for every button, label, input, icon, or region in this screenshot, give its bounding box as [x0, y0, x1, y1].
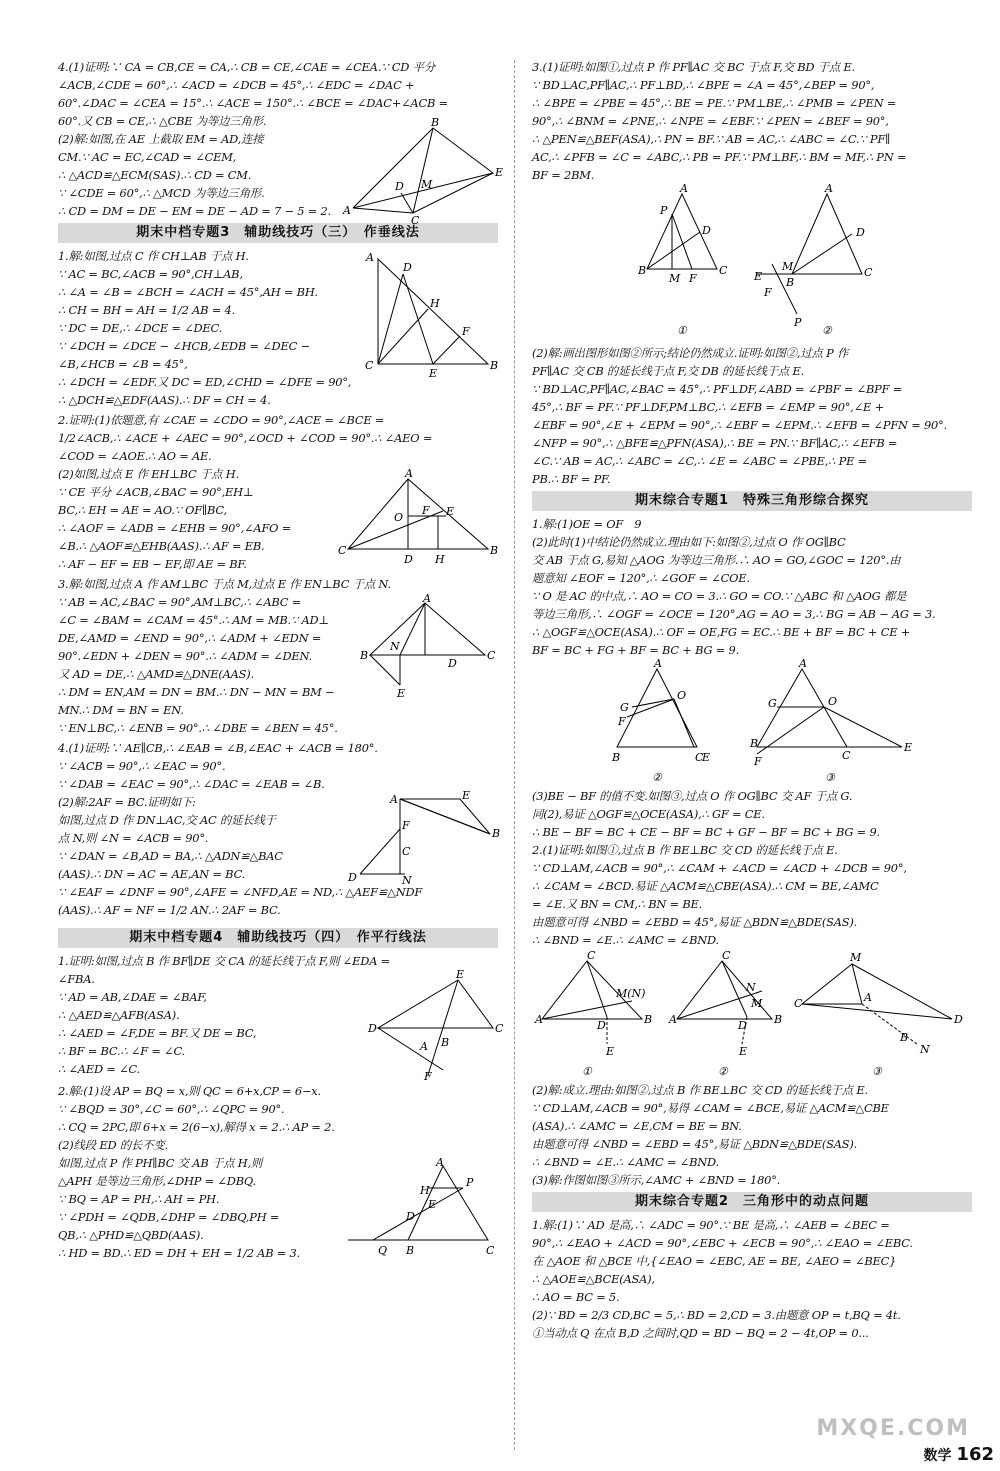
section-banner-3: 期末中档专题3 辅助线技巧（三） 作垂线法: [58, 223, 498, 243]
solution-d1: [532, 1216, 972, 1342]
text-line: ∵ ∠DCH = ∠DCE − ∠HCB,∠EDB = ∠DEC −: [58, 339, 310, 353]
svg-text:B: B: [638, 264, 647, 277]
svg-text:B: B: [441, 1036, 450, 1049]
text-line: ∵ ∠PDH = ∠QDB,∠DHP = ∠DBQ,PH =: [58, 1210, 280, 1224]
text-line: ∴ ∠DCH = ∠EDF.又 DC = ED,∠CHD = ∠DFE = 90°,: [58, 375, 352, 389]
svg-text:B: B: [750, 737, 759, 750]
svg-text:E: E: [754, 270, 763, 283]
svg-text:D: D: [404, 553, 413, 566]
svg-text:O: O: [394, 511, 404, 524]
svg-text:N: N: [746, 981, 756, 994]
svg-text:D: D: [368, 1022, 377, 1035]
page-footer: [924, 1444, 994, 1465]
svg-text:C: C: [487, 649, 496, 662]
solution-t2: [58, 1082, 498, 1272]
fig-label-c2-2: ②: [718, 1065, 728, 1078]
svg-text:E: E: [702, 751, 711, 764]
footer-subject: 数学: [923, 1448, 952, 1464]
text-line: 1/2∠ACB,∴ ∠ACE + ∠AEC = 90°,∠OCD + ∠COD = 90°.∴ ∠AEO =: [58, 431, 433, 445]
text-line: ∴ BE − BF = BC + CE − BF = BC + GF − BF = BC + BG = 9.: [532, 825, 880, 839]
svg-text:A: A: [390, 793, 398, 806]
svg-text:H: H: [435, 553, 445, 566]
svg-text:O: O: [677, 689, 687, 702]
text-line: CM.∵ AC = EC,∠CAD = ∠CEM,: [58, 150, 237, 164]
solution-c1b-text: [532, 787, 972, 841]
text-line: ∴ HD = BD.∴ ED = DH + EH = 1/2 AB = 3.: [58, 1246, 301, 1260]
svg-text:M: M: [751, 997, 763, 1010]
solution-r3-text: [532, 58, 972, 184]
svg-text:C: C: [486, 1244, 495, 1257]
fig-label-1: ①: [677, 324, 687, 337]
footer-page-number: 162: [956, 1444, 994, 1465]
svg-text:F: F: [764, 286, 772, 299]
text-line: ∴ ∠BND = ∠E.∴ ∠AMC = ∠BND.: [532, 1155, 719, 1169]
svg-text:B: B: [490, 544, 499, 557]
text-line: △APH 是等边三角形,∠DHP = ∠DBQ.: [58, 1174, 256, 1188]
text-line: (3)BE − BF 的值不变.如图③,过点 O 作 OG∥BC 交 AF 于点 G.: [532, 789, 853, 803]
svg-text:A: A: [436, 1156, 444, 1169]
figures-c2: [532, 949, 972, 1081]
solution-4: [58, 739, 501, 925]
solution-c1: [532, 515, 972, 659]
svg-text:Q: Q: [378, 1244, 388, 1257]
solution-c2-text: [532, 841, 972, 949]
text-line: ∠C.∵ AB = AC,∴ ∠ABC = ∠C,∴ ∠E = ∠ABC = ∠PBE,∴ PE =: [532, 454, 867, 468]
text-line: 又 AD = DE,∴ △AMD≌△DNE(AAS).: [58, 667, 254, 681]
svg-text:E: E: [904, 741, 913, 754]
svg-text:P: P: [794, 316, 802, 329]
text-line: ∴ AF − EF = EB − EF,即 AE = BF.: [58, 557, 247, 571]
text-line: ∴ △PEN≌△BEF(ASA),∴ PN = BF.∵ AB = AC,∴ ∠ABC = ∠C.∵ PF∥: [532, 132, 891, 146]
text-line: ∴ △DCH≌△EDF(AAS).∴ DF = CH = 4.: [58, 393, 271, 407]
svg-text:E: E: [429, 367, 438, 380]
text-line: (2)解:成立.理由:如图②,过点 B 作 BE⊥BC 交 CD 的延长线于点 E.: [532, 1083, 868, 1097]
solution-4-top: [58, 58, 504, 227]
text-line: BC,∴ EH = AE = AO.∵ OF∥BC,: [58, 503, 227, 517]
text-line: ∠B.∴ △AOF≌△EHB(AAS).∴ AF = EB.: [58, 539, 265, 553]
solution-c2b: [532, 1081, 972, 1189]
text-line: (2)解:如图,在 AE 上截取 EM = AD,连接: [58, 132, 264, 146]
svg-text:A: A: [669, 1013, 677, 1026]
svg-text:C: C: [842, 749, 851, 762]
svg-text:B: B: [786, 276, 795, 289]
svg-text:A: A: [864, 991, 872, 1004]
text-line: ∵ ∠ACB = 90°,∴ ∠EAC = 90°.: [58, 759, 226, 773]
section-banner-4: 期末中档专题4 辅助线技巧（四） 作平行线法: [58, 928, 498, 948]
svg-text:G: G: [768, 697, 777, 710]
text-line: ∴ △ACD≌△ECM(SAS).∴ CD = CM.: [58, 168, 252, 182]
text-line: ∴ CQ = 2PC,即 6+x = 2(6−x),解得 x = 2.∴ AP = 2.: [58, 1120, 335, 1134]
svg-text:B: B: [406, 1244, 415, 1257]
svg-text:C: C: [411, 214, 420, 227]
solution-3: [58, 575, 498, 739]
text-line: PB.∴ BF = PF.: [532, 472, 611, 486]
svg-text:E: E: [462, 789, 471, 802]
svg-text:E: E: [397, 687, 406, 700]
svg-text:F: F: [422, 504, 430, 517]
text-line: ∵ ∠CDE = 60°,∴ △MCD 为等边三角形.: [58, 186, 265, 200]
svg-text:C: C: [864, 266, 873, 279]
svg-text:C: C: [338, 544, 347, 557]
svg-text:C: C: [402, 845, 411, 858]
text-line: 2.证明:(1)依题意,有 ∠CAE = ∠CDO = 90°,∠ACE = ∠BCE =: [58, 413, 385, 427]
figures-c1: [532, 659, 972, 787]
text-line: 交 AB 于点 G,易知 △AOG 为等边三角形.∴ AO = GO,∠GOC = 120°.由: [532, 553, 901, 567]
text-line: ∠FBA.: [58, 972, 95, 986]
svg-text:C: C: [587, 949, 596, 962]
text-line: ∵ AB = AC,∠BAC = 90°,AM⊥BC,∴ ∠ABC =: [58, 595, 302, 609]
text-line: ∴ ∠BPE = ∠PBE = 45°,∴ BE = PE.∵ PM⊥BE,∴ ∠PMB = ∠PEN =: [532, 96, 897, 110]
text-line: BF = BC + FG + BF = BC + BG = 9.: [532, 643, 740, 657]
text-line: (2)线段 ED 的长不变.: [58, 1138, 168, 1152]
svg-text:F: F: [618, 715, 626, 728]
text-line: (AAS).∴ AF = NF = 1/2 AN.∴ 2AF = BC.: [58, 903, 281, 917]
text-line: 90°,∴ ∠EAO + ∠ACD = 90°,∠EBC + ∠ECB = 90°,∴ ∠EAO = ∠EBC.: [532, 1236, 913, 1250]
text-line: 点 N,则 ∠N = ∠ACB = 90°.: [58, 831, 209, 845]
svg-text:D: D: [403, 261, 412, 274]
svg-text:D: D: [702, 224, 711, 237]
svg-text:D: D: [597, 1019, 606, 1032]
watermark: MXQE.COM: [816, 1416, 970, 1441]
svg-text:N: N: [920, 1043, 930, 1056]
text-line: ∴ △AED≌△AFB(ASA).: [58, 1008, 180, 1022]
text-line: 由题意可得 ∠NBD = ∠EBD = 45°,易证 △BDN≌△BDE(SAS).: [532, 1137, 858, 1151]
svg-text:A: A: [799, 657, 807, 670]
svg-text:D: D: [856, 226, 865, 239]
text-line: ∵ BD⊥AC,PF∥AC,∴ PF⊥BD,∴ ∠BPE = ∠A = 45°,∠BEP = 90°,: [532, 78, 875, 92]
figure-triangle-abc-3: [360, 592, 496, 705]
text-line: 2.解:(1)设 AP = BQ = x,则 QC = 6+x,CP = 6−x.: [58, 1084, 321, 1098]
text-line: 等边三角形,∴ ∠OGF = ∠OCE = 120°,AG = AO = 3,∴ BG = AB − AG = 3.: [532, 607, 936, 621]
svg-text:F: F: [424, 1070, 432, 1083]
text-line: ∵ AC = BC,∠ACB = 90°,CH⊥AB,: [58, 267, 243, 281]
svg-text:M: M: [782, 260, 794, 273]
svg-text:F: F: [462, 325, 470, 338]
figures-r3: [532, 184, 972, 344]
text-line: 1.解:(1)∵ AD 是高,∴ ∠ADC = 90°.∵ BE 是高,∴ ∠AEB = ∠BEC =: [532, 1218, 890, 1232]
svg-text:E: E: [446, 505, 455, 518]
column-divider: [514, 60, 515, 1450]
text-line: ∵ AD = AB,∠DAE = ∠BAF,: [58, 990, 207, 1004]
figure-triangle-abc-2: [338, 469, 498, 569]
text-line: (2)如图,过点 E 作 EH⊥BC 于点 H.: [58, 467, 239, 481]
text-line: ∴ ∠AED = ∠C.: [58, 1062, 140, 1076]
text-line: ∵ O 是 AC 的中点,∴ AO = CO = 3.∴ GO = CO.∵ △ABC 和 △AOG 都是: [532, 589, 907, 603]
svg-text:D: D: [395, 180, 404, 193]
solution-c1-text: [532, 515, 972, 659]
right-column: [532, 58, 972, 1342]
text-line: ∴ DM = EN,AM = DN = BM.∴ DN − MN = BM −: [58, 685, 335, 699]
text-line: 1.证明:如图,过点 B 作 BF∥DE 交 CA 的延长线于点 F,则 ∠EDA =: [58, 954, 390, 968]
text-line: 3.解:如图,过点 A 作 AM⊥BC 于点 M,过点 E 作 EN⊥BC 于点 N.: [58, 577, 391, 591]
text-line: ∠COD = ∠AOE.∴ AO = AE.: [58, 449, 212, 463]
svg-text:A: A: [423, 592, 431, 605]
text-line: (2)解:画出图形如图②所示;结论仍然成立.证明:如图②,过点 P 作: [532, 346, 849, 360]
text-line: 4.(1)证明:∵ AE∥CB,∴ ∠EAB = ∠B,∠EAC + ∠ACB = 180°.: [58, 741, 378, 755]
text-line: AC,∴ ∠PFB = ∠C = ∠ABC,∴ PB = PF.∵ PM⊥BF,∴ BM = MF,∴ PN =: [532, 150, 907, 164]
text-line: 60°.∠DAC = ∠CEA = 15°.∴ ∠ACE = 150°.∴ ∠BCE = ∠DAC+∠ACB =: [58, 96, 448, 110]
svg-text:A: A: [405, 467, 413, 480]
svg-text:E: E: [739, 1045, 748, 1058]
svg-text:O: O: [828, 695, 838, 708]
svg-text:E: E: [495, 166, 504, 179]
figure-c1-pair: [532, 659, 972, 787]
text-line: 由题意可得 ∠NBD = ∠EBD = 45°,易证 △BDN≌△BDE(SAS).: [532, 915, 858, 929]
svg-text:D: D: [738, 1019, 747, 1032]
text-line: 60°.又 CB = CE,∴ △CBE 为等边三角形.: [58, 114, 267, 128]
svg-text:C: C: [695, 751, 704, 764]
text-line: (2)此时(1)中结论仍然成立.理由如下:如图②,过点 O 作 OG∥BC: [532, 535, 846, 549]
text-line: ∠EBF = 90°,∠E + ∠EPM = 90°,∴ ∠EBF = ∠EPM.∴ ∠EFB = ∠PFN = 90°.: [532, 418, 948, 432]
text-line: 90°,∴ ∠BNM = ∠PNE,∴ ∠NPE = ∠EBF.∵ ∠PEN = ∠BEF = 90°,: [532, 114, 889, 128]
text-line: BF = 2BM.: [532, 168, 595, 182]
figure-moving-point: [348, 1158, 498, 1258]
svg-text:C: C: [722, 949, 731, 962]
text-line: ∴ △OGF≌△OCE(ASA).∴ OF = OE,FG = EC.∴ BE + BF = BC + CE +: [532, 625, 911, 639]
text-line: ∵ BD⊥AC,PF∥AC,∠BAC = 45°,∴ PF⊥DF,∠ABD = ∠PBF = ∠BPF =: [532, 382, 903, 396]
text-line: ∵ ∠DAB = ∠EAC = 90°,∴ ∠DAC = ∠EAB = ∠B.: [58, 777, 325, 791]
text-line: 在 △AOE 和 △BCE 中,{∠EAO = ∠EBC, AE = BE, ∠AEO = ∠BEC}: [532, 1254, 897, 1268]
text-line: (2)解:2AF = BC.证明如下:: [58, 795, 196, 809]
text-line: ∴ AO = BC = 5.: [532, 1290, 620, 1304]
text-line: ∴ CH = BH = AH = 1/2 AB = 4.: [58, 303, 235, 317]
solution-c2b-text: [532, 1081, 972, 1189]
svg-text:A: A: [343, 204, 351, 217]
svg-text:D: D: [348, 871, 357, 884]
svg-text:P: P: [466, 1176, 474, 1189]
solution-r3b: [532, 344, 972, 488]
solution-c1b: [532, 787, 972, 841]
text-line: 题意知 ∠EOF = 120°,∴ ∠GOF = ∠COE.: [532, 571, 750, 585]
svg-text:B: B: [612, 751, 621, 764]
solution-c2: [532, 841, 972, 949]
svg-text:B: B: [431, 116, 440, 129]
svg-text:C: C: [365, 359, 374, 372]
svg-text:N: N: [402, 874, 412, 887]
fig-label-c2-1: ①: [582, 1065, 592, 1078]
text-line: ∵ ∠BQD = 30°,∠C = 60°,∴ ∠QPC = 90°.: [58, 1102, 285, 1116]
svg-text:B: B: [644, 1013, 653, 1026]
svg-text:B: B: [360, 649, 369, 662]
figure-c2-triple: [532, 949, 972, 1081]
figure-triangle-abd: [340, 789, 501, 889]
text-line: ∴ △AOE≌△BCE(ASA),: [532, 1272, 655, 1286]
svg-text:D: D: [448, 657, 457, 670]
svg-text:D: D: [406, 1210, 415, 1223]
figure-triangle-abce: [343, 116, 504, 227]
figure-parallel-1: [368, 968, 504, 1083]
text-line: (ASA).∴ ∠AMC = ∠E,CM = BE = BN.: [532, 1119, 742, 1133]
text-line: 4.(1)证明:∵ CA = CB,CE = CA,∴ CB = CE,∠CAE = ∠CEA.∵ CD 平分: [58, 60, 435, 74]
solution-r3: [532, 58, 972, 184]
text-line: ∴ ∠BND = ∠E.∴ ∠AMC = ∠BND.: [532, 933, 719, 947]
svg-text:E: E: [428, 1198, 437, 1211]
text-line: ∵ ∠EAF = ∠DNF = 90°,∠AFE = ∠NFD,AE = ND,∴ △AEF≌△NDF: [58, 885, 423, 899]
text-line: ∵ CD⊥AM,∠ACB = 90°,∴ ∠CAM + ∠ACD = ∠ACD + ∠DCB = 90°,: [532, 861, 907, 875]
text-line: ∵ BQ = AP = PH,∴ AH = PH.: [58, 1192, 220, 1206]
text-line: ∵ CD⊥AM,∠ACB = 90°,易得 ∠CAM = ∠BCE,易证 △ACM≌△CBE: [532, 1101, 889, 1115]
svg-text:E: E: [606, 1045, 615, 1058]
svg-text:A: A: [535, 1013, 543, 1026]
text-line: (2)∵ BD = 2/3 CD,BC = 5,∴ BD = 2,CD = 3.由题意 OP = t,BQ = 4t.: [532, 1308, 901, 1322]
svg-text:B: B: [490, 359, 499, 372]
solution-r3b-text: [532, 344, 972, 488]
text-line: ∵ CE 平分 ∠ACB,∠BAC = 90°,EH⊥: [58, 485, 254, 499]
text-line: ∴ CD = DM = DE − EM = DE − AD = 7 − 5 = 2.: [58, 204, 331, 218]
section-banner-c1: 期末综合专题1 特殊三角形综合探究: [532, 491, 972, 511]
svg-text:C: C: [495, 1022, 504, 1035]
solution-2: [58, 411, 498, 575]
svg-text:A: A: [825, 182, 833, 195]
svg-text:B: B: [900, 1031, 909, 1044]
text-line: ∠B,∠HCB = ∠B = 45°,: [58, 357, 188, 371]
svg-text:G: G: [620, 701, 629, 714]
text-line: ①当动点 Q 在点 B,D 之间时,QD = BD − BQ = 2 − 4t,OP = 0...: [532, 1326, 869, 1340]
text-line: 90°.∠EDN + ∠DEN = 90°.∴ ∠ADM = ∠DEN.: [58, 649, 312, 663]
text-line: ∠ACB,∠CDE = 60°,∴ ∠ACD = ∠DCB = 45°,∴ ∠EDC = ∠DAC +: [58, 78, 415, 92]
svg-text:F: F: [754, 755, 762, 768]
text-line: ∵ EN⊥BC,∴ ∠ENB = 90°.∴ ∠DBE = ∠BEN = 45°.: [58, 721, 338, 735]
text-line: 1.解:如图,过点 C 作 CH⊥AB 于点 H.: [58, 249, 249, 263]
fig-label-c1-3: ③: [825, 771, 835, 784]
text-line: (3)解:作图如图③所示,∠AMC + ∠BND = 180°.: [532, 1173, 781, 1187]
text-line: ∴ BF = BC.∴ ∠F = ∠C.: [58, 1044, 186, 1058]
text-line: ∴ ∠A = ∠B = ∠BCH = ∠ACH = 45°,AH = BH.: [58, 285, 318, 299]
text-line: PF∥AC 交 CB 的延长线于点 F,交 DB 的延长线于点 E.: [532, 364, 805, 378]
text-line: 1.解:(1)OE = OF 9: [532, 517, 642, 531]
fig-label-2: ②: [822, 324, 832, 337]
svg-text:A: A: [680, 182, 688, 195]
svg-text:B: B: [774, 1013, 783, 1026]
text-line: 3.(1)证明:如图①,过点 P 作 PF∥AC 交 BC 于点 F,交 BD 于点 E.: [532, 60, 856, 74]
figure-right-triangle: [363, 249, 498, 379]
svg-text:F: F: [402, 819, 410, 832]
svg-text:C: C: [794, 997, 803, 1010]
text-line: ∵ DC = DE,∴ ∠DCE = ∠DEC.: [58, 321, 223, 335]
text-line: ∴ ∠AED = ∠F,DE = BF.又 DE = BC,: [58, 1026, 257, 1040]
text-line: QB,∴ △PHD≌△QBD(AAS).: [58, 1228, 204, 1242]
text-line: 45°,∴ BF = PF.∵ PF⊥DF,PM⊥BC,∴ ∠EFB = ∠EMP = 90°,∠E +: [532, 400, 884, 414]
svg-text:N: N: [390, 640, 400, 653]
svg-text:A: A: [654, 657, 662, 670]
text-line: 同(2),易证 △OGF≌△OCE(ASA),∴ GF = CE.: [532, 807, 765, 821]
svg-text:B: B: [492, 827, 501, 840]
svg-text:M(N): M(N): [616, 987, 646, 1000]
svg-text:M: M: [421, 178, 433, 191]
svg-text:D: D: [954, 1013, 963, 1026]
text-line: ∠C = ∠BAM = ∠CAM = 45°.∴ AM = MB.∵ AD⊥: [58, 613, 329, 627]
text-line: 2.(1)证明:如图①,过点 B 作 BE⊥BC 交 CD 的延长线于点 E.: [532, 843, 838, 857]
svg-text:H: H: [430, 297, 440, 310]
svg-text:H: H: [420, 1184, 430, 1197]
svg-text:A: A: [366, 251, 374, 264]
svg-text:M: M: [669, 272, 681, 285]
solution-1-perpendicular: [58, 247, 498, 411]
svg-text:C: C: [719, 264, 728, 277]
fig-label-c1-2: ②: [652, 771, 662, 784]
solution-d1-text: [532, 1216, 972, 1342]
svg-text:F: F: [689, 272, 697, 285]
text-line: MN.∴ DM = BN = EN.: [58, 703, 184, 717]
svg-text:P: P: [660, 204, 668, 217]
text-line: ∴ ∠CAM = ∠BCD.易证 △ACM≌△CBE(ASA).∴ CM = BE,∠AMC: [532, 879, 879, 893]
svg-text:A: A: [420, 1040, 428, 1053]
text-line: (AAS).∴ DN = AC = AE,AN = BC.: [58, 867, 246, 881]
figure-r3-pair: [532, 184, 972, 344]
left-column: [58, 58, 504, 1272]
fig-label-c2-3: ③: [872, 1065, 882, 1078]
svg-text:E: E: [456, 968, 465, 981]
section-banner-c2: 期末综合专题2 三角形中的动点问题: [532, 1192, 972, 1212]
text-line: 如图,过点 P 作 PH∥BC 交 AB 于点 H,则: [58, 1156, 263, 1170]
text-line: ∠NFP = 90°,∴ △BFE≌△PFN(ASA),∴ BE = PN.∵ BF∥AC,∴ ∠EFB =: [532, 436, 898, 450]
solution-t1: [58, 952, 504, 1083]
text-line: = ∠E.又 BN = CM,∴ BN = BE.: [532, 897, 703, 911]
text-line: ∴ ∠AOF = ∠ADB = ∠EHB = 90°,∠AFO =: [58, 521, 292, 535]
svg-text:M: M: [850, 951, 862, 964]
text-line: DE,∠AMD = ∠END = 90°,∴ ∠ADM + ∠EDN =: [58, 631, 322, 645]
text-line: 如图,过点 D 作 DN⊥AC,交 AC 的延长线于: [58, 813, 276, 827]
text-line: ∵ ∠DAN = ∠B,AD = BA,∴ △ADN≌△BAC: [58, 849, 283, 863]
